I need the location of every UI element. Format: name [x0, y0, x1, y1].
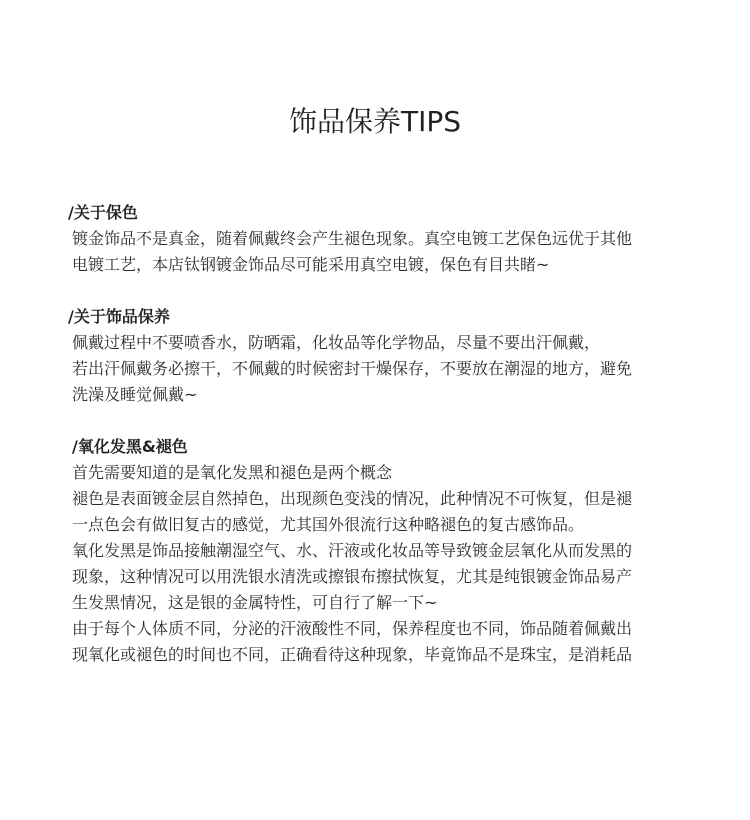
paragraph-line: 佩戴过程中不要喷香水，防晒霜，化妆品等化学物品，尽量不要出汗佩戴，	[72, 333, 601, 352]
paragraph-line: 若出汗佩戴务必擦干，不佩戴的时候密封干燥保存，不要放在潮湿的地方，避免	[72, 359, 633, 378]
paragraph-line: 现氧化或褪色的时间也不同，正确看待这种现象，毕竟饰品不是珠宝，是消耗品	[72, 645, 633, 664]
paragraph-line: 洗澡及睡觉佩戴~	[72, 385, 198, 404]
section-jewelry-care	[68, 304, 698, 408]
paragraph-line: 褪色是表面镀金层自然掉色，出现颜色变浅的情况，此种情况不可恢复，但是褪	[72, 489, 633, 508]
section-color-retention	[68, 200, 698, 278]
section-heading: /关于饰品保养	[68, 307, 170, 326]
section-oxidation-fading	[72, 434, 702, 668]
paragraph-line: 电镀工艺，本店钛钢镀金饰品尽可能采用真空电镀，保色有目共睹~	[72, 255, 550, 274]
section-heading: /关于保色	[68, 203, 138, 222]
paragraph-line: 现象，这种情况可以用洗银水清洗或擦银布擦拭恢复，尤其是纯银镀金饰品易产	[72, 567, 633, 586]
page-title: 饰品保养TIPS	[288, 105, 462, 138]
section-heading: /氧化发黑&褪色	[72, 437, 188, 456]
paragraph-line: 一点色会有做旧复古的感觉，尤其国外很流行这种略褪色的复古感饰品。	[72, 515, 585, 534]
paragraph-line: 首先需要知道的是氧化发黑和褪色是两个概念	[72, 463, 393, 482]
paragraph-line: 生发黑情况，这是银的金属特性，可自行了解一下~	[72, 593, 438, 612]
paragraph-line: 氧化发黑是饰品接触潮湿空气、水、汗液或化妆品等导致镀金层氧化从而发黑的	[72, 541, 633, 560]
paragraph-line: 由于每个人体质不同，分泌的汗液酸性不同，保养程度也不同，饰品随着佩戴出	[72, 619, 633, 638]
paragraph-line: 镀金饰品不是真金，随着佩戴终会产生褪色现象。真空电镀工艺保色远优于其他	[72, 229, 633, 248]
